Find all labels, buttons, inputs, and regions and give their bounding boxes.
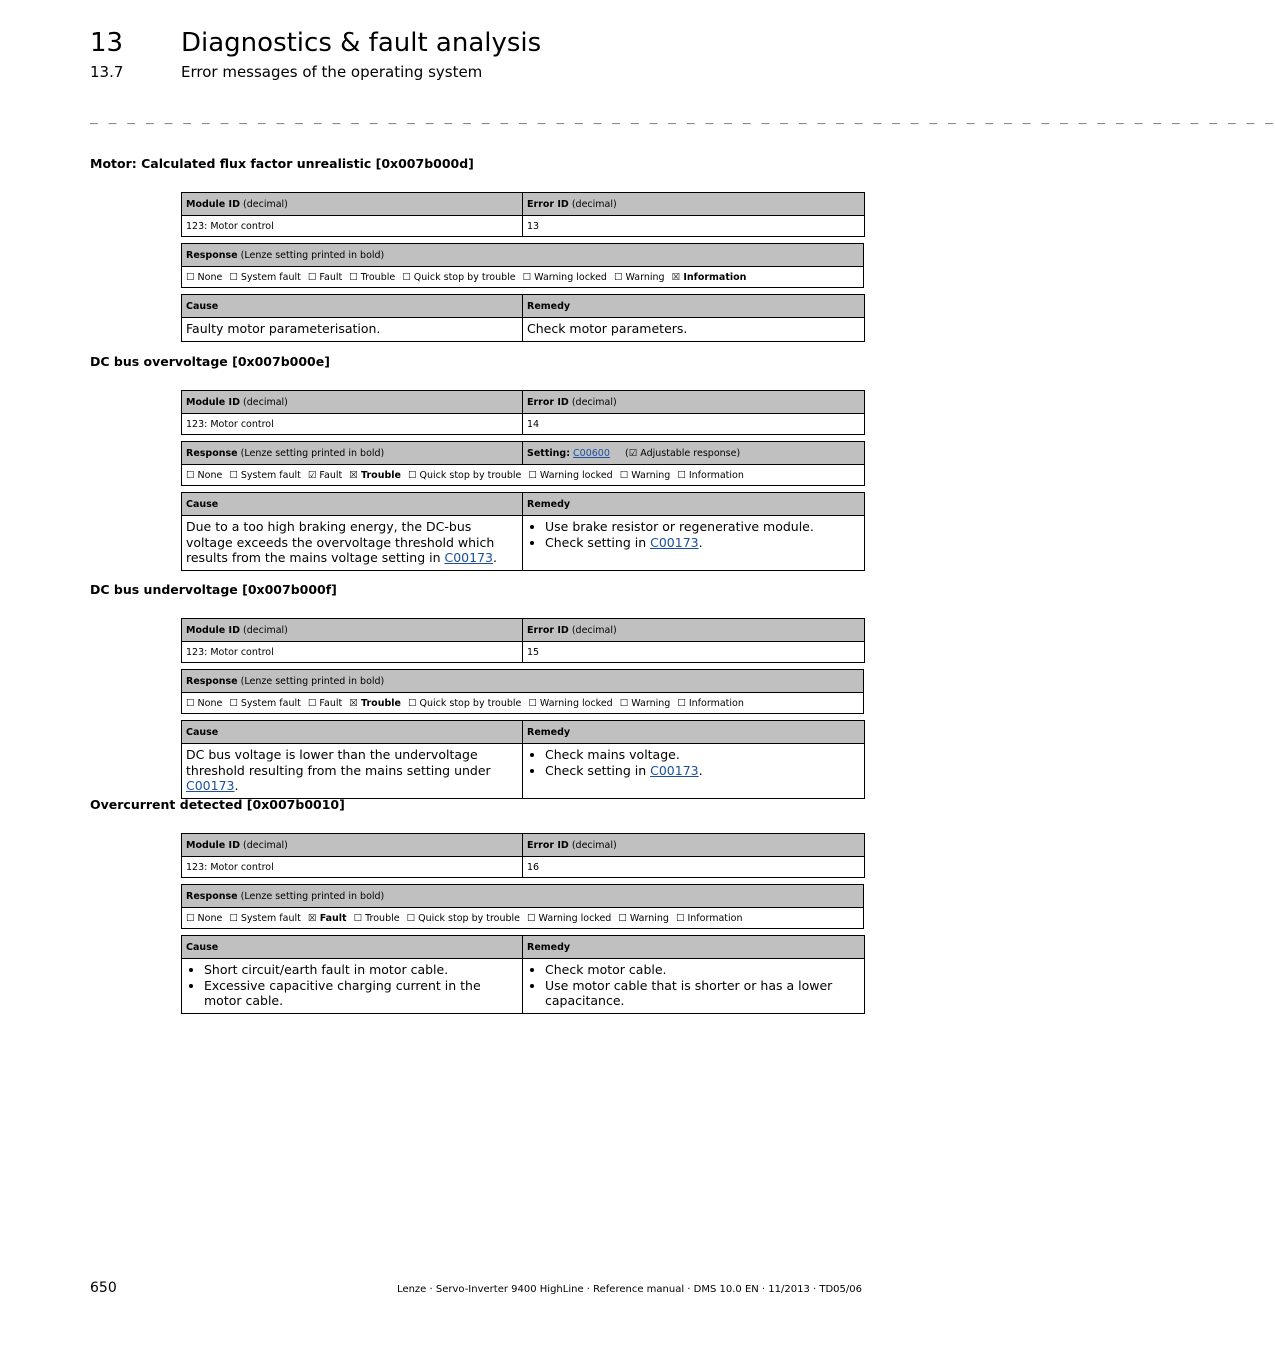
section-title: Error messages of the operating system [181, 63, 483, 81]
error-id-header: Error ID (decimal) [523, 391, 865, 414]
error-heading-undervoltage: DC bus undervoltage [0x007b000f] [90, 582, 337, 597]
chapter-number: 13 [90, 28, 124, 58]
remedy-header: Remedy [523, 936, 865, 959]
cause-header: Cause [182, 295, 523, 318]
error-block-undervoltage [181, 618, 864, 799]
remedy-cell [523, 959, 865, 1014]
module-id-value: 123: Motor control [182, 216, 523, 237]
remedy-item: • Use brake resistor or regenerative module. [545, 519, 860, 535]
cause-remedy-table [181, 720, 865, 799]
id-table [181, 390, 865, 435]
remedy-cell [523, 744, 865, 799]
cause-item: • Excessive capacitive charging current in the motor cable. [204, 978, 518, 1009]
response-table [181, 669, 864, 714]
setting-header: Setting: C00600 (☑ Adjustable response) [523, 442, 865, 465]
response-table [181, 884, 864, 929]
parameter-link[interactable]: C00173 [186, 778, 235, 793]
remedy-item: • Check mains voltage. [545, 747, 860, 763]
id-table [181, 192, 865, 237]
cause-cell [182, 959, 523, 1014]
cause-cell: Faulty motor parameterisation. [182, 318, 523, 342]
parameter-link[interactable]: C00173 [650, 762, 699, 778]
response-options: ☐ None ☐ System fault ☐ Fault ☐ Trouble ☐ Quick stop by trouble ☐ Warning locked ☐ Warning ☒ Information [182, 267, 864, 288]
response-table [181, 441, 865, 486]
cause-remedy-table [181, 492, 865, 571]
error-id-header: Error ID (decimal) [523, 193, 865, 216]
module-id-value: 123: Motor control [182, 414, 523, 435]
cause-remedy-table [181, 294, 865, 342]
response-header: Response (Lenze setting printed in bold) [182, 244, 864, 267]
cause-cell: DC bus voltage is lower than the undervoltage threshold resulting from the mains setting under C00173. [182, 744, 523, 799]
cause-item: • Short circuit/earth fault in motor cable. [204, 962, 518, 978]
response-options: ☐ None ☐ System fault ☑ Fault ☒ Trouble ☐ Quick stop by trouble ☐ Warning locked ☐ Warning ☐ Information [182, 465, 865, 486]
remedy-cell: Check motor parameters. [523, 318, 865, 342]
module-id-header: Module ID (decimal) [182, 834, 523, 857]
section-number: 13.7 [90, 63, 124, 81]
module-id-value: 123: Motor control [182, 642, 523, 663]
cause-cell: Due to a too high braking energy, the DC-bus voltage exceeds the overvoltage threshold which results from the mains voltage setting in C00173. [182, 516, 523, 571]
error-heading-overcurrent: Overcurrent detected [0x007b0010] [90, 797, 345, 812]
error-id-value: 16 [523, 857, 865, 878]
response-header: Response (Lenze setting printed in bold) [182, 670, 864, 693]
remedy-item: • Check setting in C00173. [545, 535, 860, 551]
remedy-header: Remedy [523, 295, 865, 318]
cause-header: Cause [182, 493, 523, 516]
response-header: Response (Lenze setting printed in bold) [182, 885, 864, 908]
error-id-value: 14 [523, 414, 865, 435]
module-id-header: Module ID (decimal) [182, 193, 523, 216]
chapter-title: Diagnostics & fault analysis [181, 28, 542, 58]
remedy-item: • Check setting in C00173. [545, 763, 860, 779]
id-table [181, 833, 865, 878]
response-table [181, 243, 864, 288]
error-id-value: 13 [523, 216, 865, 237]
error-heading-flux-factor: Motor: Calculated flux factor unrealistic [0x007b000d] [90, 156, 474, 171]
module-id-header: Module ID (decimal) [182, 619, 523, 642]
response-options: ☐ None ☐ System fault ☒ Fault ☐ Trouble ☐ Quick stop by trouble ☐ Warning locked ☐ Warning ☐ Information [182, 908, 864, 929]
footer-text: Lenze · Servo-Inverter 9400 HighLine · Reference manual · DMS 10.0 EN · 11/2013 · TD05/06 [397, 1284, 862, 1295]
cause-header: Cause [182, 936, 523, 959]
header-separator: _ _ _ _ _ _ _ _ _ _ _ _ _ _ _ _ _ _ _ _ _ _ _ _ _ _ _ _ _ _ _ _ _ _ _ _ _ _ _ _ _ _ _ _ _ _ _ _ _ _ _ _ _ _ _ _ _ _ _ _ _ _ _ _ [90, 110, 1275, 125]
error-id-header: Error ID (decimal) [523, 834, 865, 857]
remedy-header: Remedy [523, 721, 865, 744]
parameter-link[interactable]: C00173 [444, 550, 493, 565]
error-id-value: 15 [523, 642, 865, 663]
remedy-item: • Check motor cable. [545, 962, 860, 978]
id-table [181, 618, 865, 663]
module-id-header: Module ID (decimal) [182, 391, 523, 414]
remedy-header: Remedy [523, 493, 865, 516]
page-number: 650 [90, 1280, 117, 1296]
remedy-item: • Use motor cable that is shorter or has a lower capacitance. [545, 978, 860, 1009]
error-block-overcurrent [181, 833, 864, 1014]
cause-header: Cause [182, 721, 523, 744]
module-id-value: 123: Motor control [182, 857, 523, 878]
response-header: Response (Lenze setting printed in bold) [182, 442, 523, 465]
error-heading-overvoltage: DC bus overvoltage [0x007b000e] [90, 354, 330, 369]
error-block-flux-factor [181, 192, 864, 342]
parameter-link[interactable]: C00173 [650, 534, 699, 550]
error-block-overvoltage [181, 390, 864, 571]
setting-link[interactable]: C00600 [573, 447, 610, 459]
error-id-header: Error ID (decimal) [523, 619, 865, 642]
remedy-cell [523, 516, 865, 571]
response-options: ☐ None ☐ System fault ☐ Fault ☒ Trouble ☐ Quick stop by trouble ☐ Warning locked ☐ Warning ☐ Information [182, 693, 864, 714]
cause-remedy-table [181, 935, 865, 1014]
